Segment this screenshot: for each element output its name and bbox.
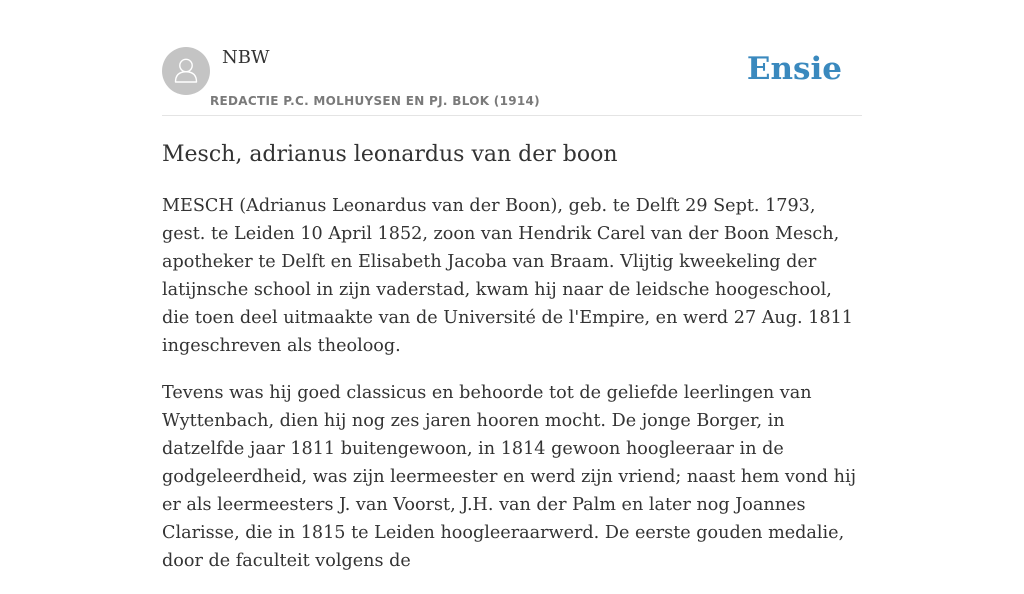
article-paragraph: MESCH (Adrianus Leonardus van der Boon), geb. te Delft 29 Sept. 1793, gest. te Leiden 10 April 1852, zoon van Hendrik Carel van der Boon Mesch, apotheker te Delft en Elisabeth Jacoba van Braam. Vlijtig kweekeling der latijnsche school in zijn vaderstad, kwam hij naar de leidsche hoogeschool, die toen deel uitmaakte van de Université de l'Empire, en werd 27 Aug. 1811 ingeschreven als theoloog.: [162, 196, 853, 356]
ensie-logo[interactable]: Ensie: [746, 51, 842, 87]
user-silhouette-icon: [162, 47, 210, 95]
source-name[interactable]: NBW: [222, 47, 270, 68]
article-body: [162, 192, 862, 594]
source-avatar[interactable]: [162, 47, 210, 95]
article-page: [162, 0, 862, 571]
source-subtitle: REDACTIE P.C. MOLHUYSEN EN PJ. BLOK (1914): [210, 94, 540, 108]
article-title: Mesch, adrianus leonardus van der boon: [162, 142, 618, 167]
header-divider: [162, 115, 862, 116]
article-paragraph: Tevens was hij goed classicus en behoorde tot de geliefde leerlingen van Wyttenbach, dien hij nog zes jaren hooren mocht. De jonge Borger, in datzelfde jaar 1811 buitengewoon, in 1814 gewoon hoogleeraar in de godgeleerdheid, was zijn leermeester en werd zijn vriend; naast hem vond hij er als leermeesters J. van Voorst, J.H. van der Palm en later nog Joannes Clarisse, die in 1815 te Leiden hoogleeraarwerd. De eerste gouden medalie, door de faculteit volgens de: [162, 383, 857, 571]
